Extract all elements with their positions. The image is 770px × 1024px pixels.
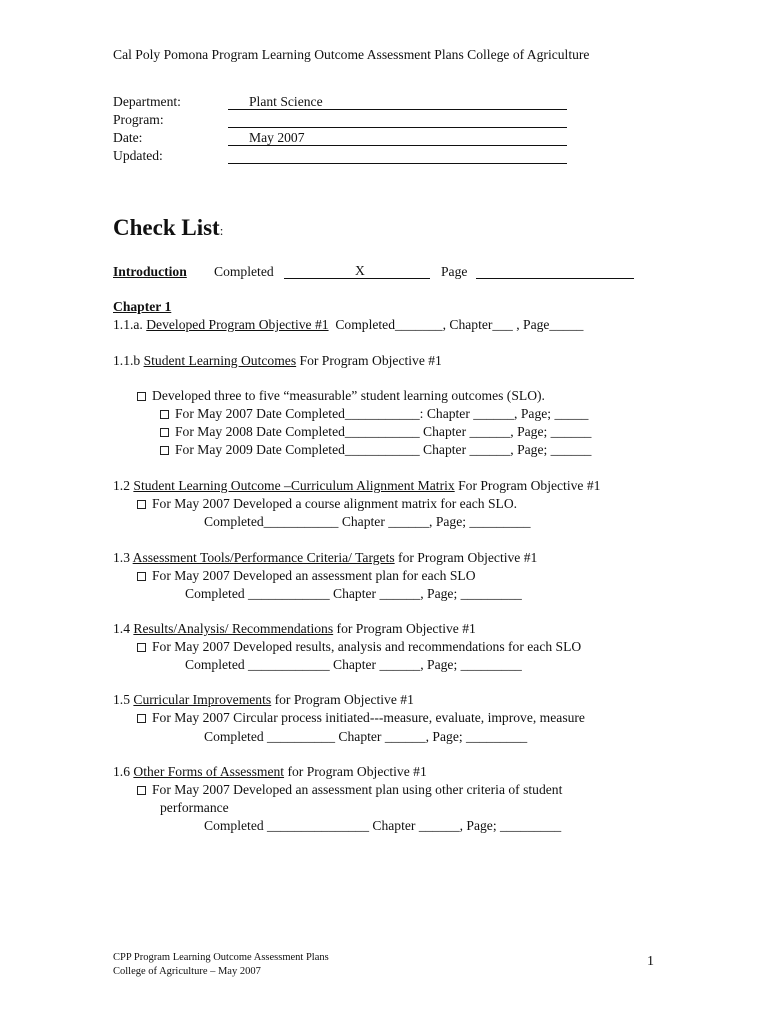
- field-underline: [228, 127, 567, 128]
- section-number: 1.1.a.: [113, 317, 147, 332]
- field-underline: [228, 109, 567, 110]
- checklist-item-text: For May 2007 Date Completed___________: Chapter ______, Page; _____: [175, 406, 589, 421]
- footer-line: CPP Program Learning Outcome Assessment Plans: [113, 952, 329, 963]
- checklist-item-text: For May 2007 Developed results, analysis and recommendations for each SLO: [152, 639, 582, 654]
- footer: [113, 951, 329, 979]
- checklist-item: [137, 781, 562, 799]
- section-rest: for Program Objective #1: [284, 764, 427, 779]
- checklist-item-text: For May 2007 Developed an assessment plan for each SLO: [152, 568, 476, 583]
- checklist-item: [160, 441, 591, 459]
- section-number: 1.6: [113, 764, 134, 779]
- section-rest: For Program Objective #1: [454, 478, 601, 493]
- section-1-1-b: [113, 352, 442, 370]
- field-underline: [228, 145, 567, 146]
- intro-page-underline: [476, 278, 634, 279]
- section-rest: for Program Objective #1: [394, 550, 538, 565]
- section-1-1-a: [113, 316, 583, 334]
- field-label: Program:: [113, 112, 164, 127]
- section-title: Developed Program Objective #1: [146, 317, 329, 332]
- section-title: Student Learning Outcomes: [143, 353, 297, 368]
- section-number: 1.2: [113, 478, 134, 493]
- checklist-item: [137, 709, 585, 727]
- chapter-heading: Chapter 1: [113, 299, 172, 314]
- section-rest: for Program Objective #1: [271, 692, 414, 707]
- section-1-4: [113, 620, 476, 638]
- checkbox-icon[interactable]: [137, 643, 146, 652]
- checkbox-icon[interactable]: [137, 500, 146, 509]
- intro-completed-label: Completed: [214, 264, 274, 279]
- checklist-item: [137, 638, 581, 656]
- checklist-item: [137, 567, 476, 585]
- intro-completed-value: X: [355, 263, 365, 278]
- field-underline: [228, 163, 567, 164]
- section-completion: Completed_______, Chapter___ , Page_____: [328, 317, 584, 332]
- section-title: Student Learning Outcome –Curriculum Alignment Matrix: [133, 478, 455, 493]
- section-title: Other Forms of Assessment: [133, 764, 285, 779]
- field-value: May 2007: [249, 130, 305, 145]
- completion-line: Completed ____________ Chapter ______, Page; _________: [185, 586, 522, 601]
- section-1-2: [113, 477, 600, 495]
- checkbox-icon[interactable]: [137, 786, 146, 795]
- checklist-item-text: For May 2009 Date Completed___________ Chapter ______, Page; ______: [175, 442, 592, 457]
- section-1-5: [113, 691, 414, 709]
- checklist-item: [137, 387, 545, 405]
- section-number: 1.4: [113, 621, 134, 636]
- section-rest: for Program Objective #1: [333, 621, 476, 636]
- checklist-item-text: For May 2007 Developed a course alignment matrix for each SLO.: [152, 496, 518, 511]
- field-label: Updated:: [113, 148, 163, 163]
- checklist-item-continuation: performance: [160, 800, 229, 815]
- completion-line: Completed___________ Chapter ______, Page; _________: [204, 514, 531, 529]
- completion-line: Completed ____________ Chapter ______, Page; _________: [185, 657, 522, 672]
- checklist-item: [160, 405, 588, 423]
- field-label: Date:: [113, 130, 143, 145]
- section-number: 1.3: [113, 550, 133, 565]
- checklist-title-text: Check List: [113, 215, 220, 240]
- checklist-title-colon: :: [219, 223, 224, 238]
- checkbox-icon[interactable]: [137, 572, 146, 581]
- checkbox-icon[interactable]: [137, 714, 146, 723]
- checklist-item: [137, 495, 517, 513]
- section-number: 1.5: [113, 692, 134, 707]
- checkbox-icon[interactable]: [160, 446, 169, 455]
- checklist-item-text: Developed three to five “measurable” student learning outcomes (SLO).: [152, 388, 545, 403]
- section-1-3: [113, 549, 537, 567]
- completion-line: Completed _______________ Chapter ______, Page; _________: [204, 818, 562, 833]
- section-number: 1.1.b: [113, 353, 144, 368]
- checklist-title: [113, 215, 224, 240]
- footer-line: College of Agriculture – May 2007: [113, 966, 261, 977]
- checklist-item: [160, 423, 591, 441]
- checklist-item-text: For May 2007 Developed an assessment plan using other criteria of student: [152, 782, 563, 797]
- field-label: Department:: [113, 94, 181, 109]
- completion-line: Completed __________ Chapter ______, Page; _________: [204, 729, 528, 744]
- section-rest: For Program Objective #1: [296, 353, 442, 368]
- field-value: Plant Science: [249, 94, 323, 109]
- section-1-6: [113, 763, 427, 781]
- checklist-item-text: For May 2008 Date Completed___________ Chapter ______, Page; ______: [175, 424, 592, 439]
- section-title: Assessment Tools/Performance Criteria/ Targets: [132, 550, 395, 565]
- checkbox-icon[interactable]: [137, 392, 146, 401]
- section-title: Curricular Improvements: [133, 692, 272, 707]
- running-header: Cal Poly Pomona Program Learning Outcome Assessment Plans College of Agriculture: [113, 47, 590, 62]
- checkbox-icon[interactable]: [160, 428, 169, 437]
- page-number: 1: [647, 954, 654, 969]
- checkbox-icon[interactable]: [160, 410, 169, 419]
- checklist-item-text: For May 2007 Circular process initiated---measure, evaluate, improve, measure: [152, 710, 585, 725]
- section-title: Results/Analysis/ Recommendations: [133, 621, 334, 636]
- intro-label: Introduction: [113, 264, 187, 279]
- intro-page-label: Page: [441, 264, 468, 279]
